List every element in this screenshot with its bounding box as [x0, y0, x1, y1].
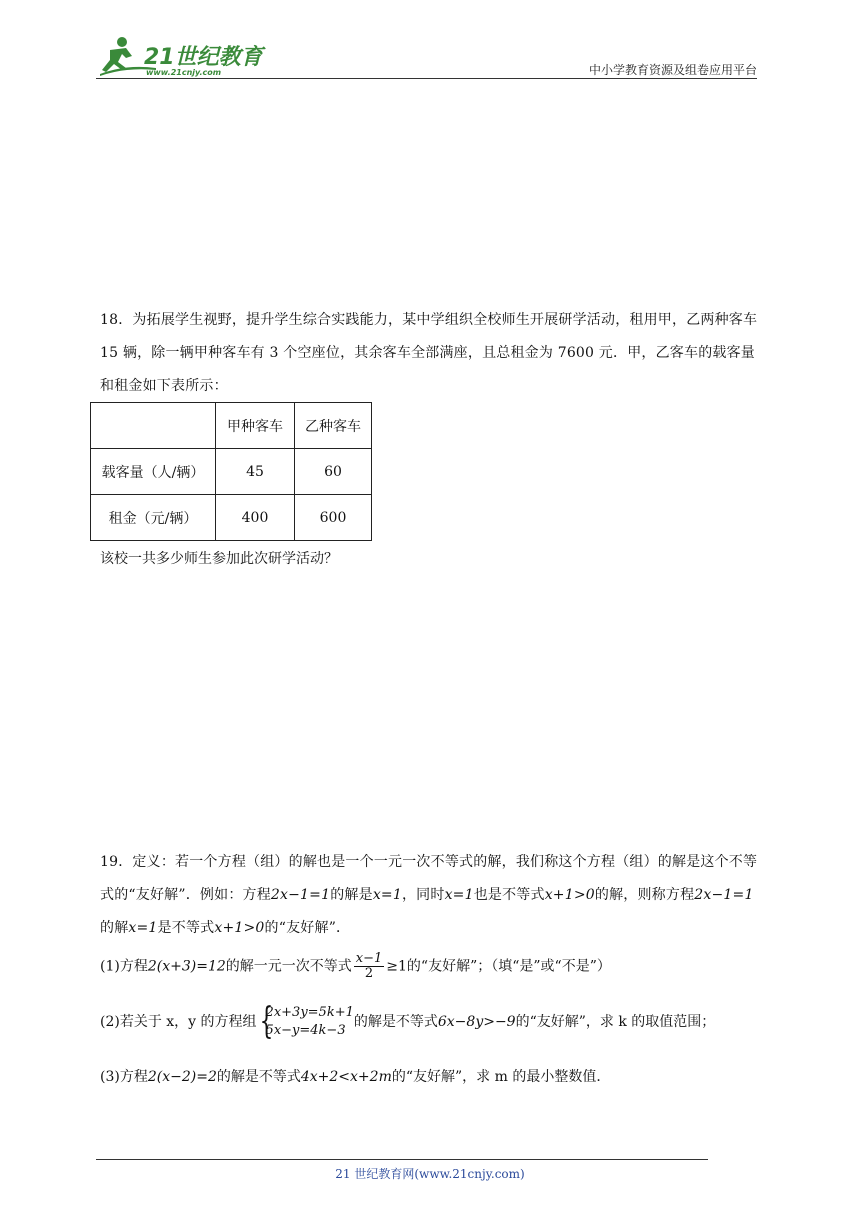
- equation-system: { 2x+3y=5k+1 5x−y=4k−3: [259, 1001, 354, 1042]
- header-divider: [96, 78, 757, 79]
- table-header-cell: 甲种客车: [216, 403, 295, 449]
- table-header-cell: [91, 403, 216, 449]
- bus-info-table: [90, 402, 372, 541]
- table-cell: 载客量（人/辆）: [91, 449, 216, 495]
- question-18-text: 18．为拓展学生视野，提升学生综合实践能力，某中学组织全校师生开展研学活动，租用甲，乙两种客车 15 辆，除一辆甲种客车有 3 个空座位，其余客车全部满座，且总租金为 7600 元．甲，乙客车的载客量和租金如下表所示：: [100, 312, 758, 394]
- table-header-row: [91, 403, 372, 449]
- table-row: [91, 495, 372, 541]
- table-cell: 400: [216, 495, 295, 541]
- table-cell: 45: [216, 449, 295, 495]
- question-19-part-2: (2)若关于 x，y 的方程组 { 2x+3y=5k+1 5x−y=4k−3 的解是不等式6x−8y>−9的“友好解”，求 k 的取值范围；: [100, 1001, 716, 1042]
- table-cell: 租金（元/辆）: [91, 495, 216, 541]
- svg-text:www.21cnjy.com: www.21cnjy.com: [146, 68, 222, 77]
- footer-divider: [96, 1159, 708, 1160]
- question-19-part-1: (1)方程2(x+3)=12的解一元一次不等式 $\frac{x-1}{2}$ ≥1的“友好解”；（填“是”或“不是”）: [100, 951, 611, 981]
- header-platform-text: 中小学教育资源及组卷应用平台: [588, 63, 757, 77]
- table-cell: 60: [295, 449, 372, 495]
- fraction: $\frac{x-1}{2}$: [355, 951, 383, 981]
- question-19-intro: 19．定义：若一个方程（组）的解也是一个一元一次不等式的解，我们称这个方程（组）的解是这个不等式的“友好解”．例如：方程2x−1=1的解是x=1，同时x=1也是不等式x+1>0的解，则称方程2x−1=1的解x=1是不等式x+1>0的“友好解”．: [100, 854, 758, 936]
- question-19-part-3: (3)方程2(x−2)=2的解是不等式4x+2<x+2m的“友好解”，求 m 的最小整数值．: [100, 1069, 611, 1085]
- svg-text:21世纪教育: 21世纪教育: [144, 45, 263, 70]
- question-18-ask: 该校一共多少师生参加此次研学活动？: [100, 551, 338, 567]
- table-header-cell: 乙种客车: [295, 403, 372, 449]
- table-cell: 600: [295, 495, 372, 541]
- table-row: [91, 449, 372, 495]
- site-logo: [96, 34, 266, 78]
- footer-link[interactable]: 21 世纪教育网(www.21cnjy.com): [335, 1167, 525, 1181]
